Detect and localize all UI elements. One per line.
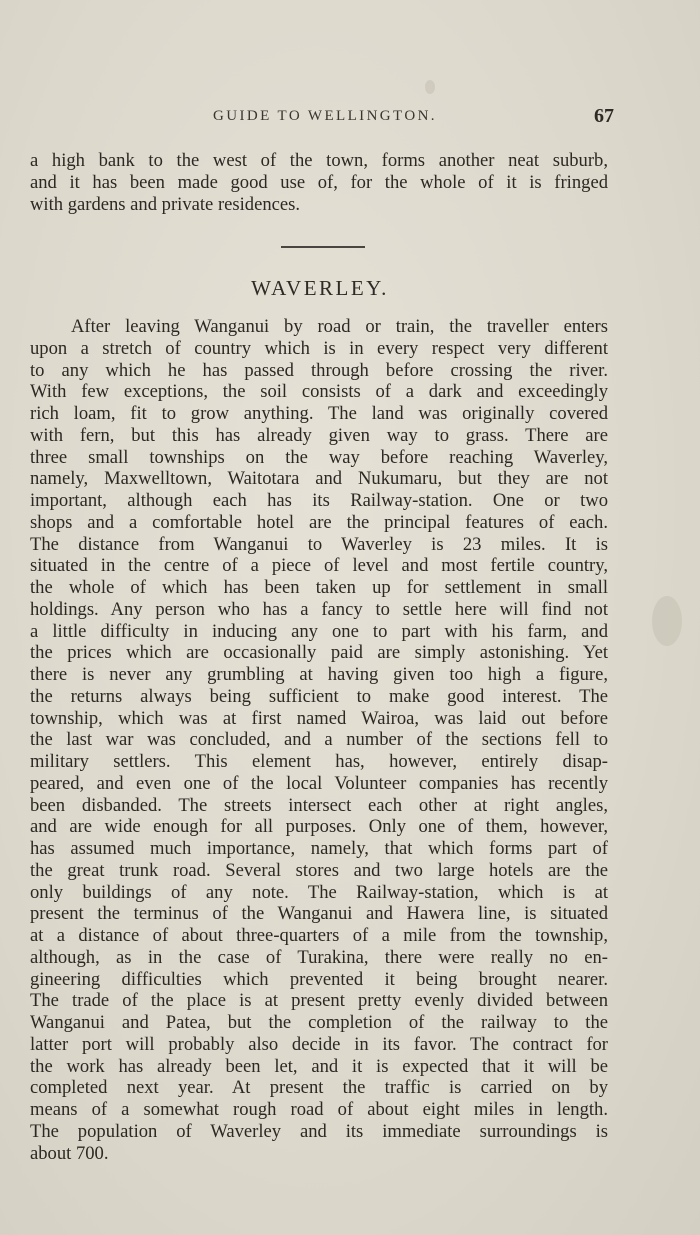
text-line: the whole of which has been taken up for settlement in small [30,577,608,598]
text-line: rich loam, fit to grow anything. The land was originally covered [30,403,608,424]
text-line: completed next year. At present the traffic is carried on by [30,1077,608,1099]
paper-stain [652,596,682,646]
text-line: present the terminus of the Wanganui and Hawera line, is situated [30,903,608,925]
text-line: although, as in the case of Turakina, there were really no en- [30,946,608,968]
text-line: upon a stretch of country which is in every respect very different [30,337,608,359]
text-line: the last war was concluded, and a number of the sections fell to [30,729,608,751]
text-line: holdings. Any person who has a fancy to settle here will find not [30,598,608,620]
text-line: there is never any grumbling at having given too high a figure, [30,664,608,685]
text-line: The trade of the place is at present pretty evenly divided between [30,990,608,1012]
text-line: namely, Maxwelltown, Waitotara and Nukumaru, but they are not [30,468,608,490]
text-line: about 700. [30,1142,109,1164]
text-line: the returns always being sufficient to make good interest. The [30,685,608,707]
text-line: and are wide enough for all purposes. Only one of them, however, [30,816,608,838]
text-line: the prices which are occasionally paid are simply astonishing. Yet [30,642,608,664]
text-line: three small townships on the way before reaching Waverley, [30,446,608,468]
text-line: situated in the centre of a piece of level and most fertile country, [30,555,608,577]
page-number: 67 [594,105,614,127]
text-line: military settlers. This element has, however, entirely disap- [30,751,608,772]
text-line: With few exceptions, the soil consists of a dark and exceedingly [30,381,608,403]
text-line: with gardens and private residences. [30,193,301,215]
text-line: means of a somewhat rough road of about eight miles in length. [30,1099,608,1120]
text-line: been disbanded. The streets intersect each other at right angles, [30,794,608,816]
running-head: GUIDE TO WELLINGTON. [213,108,437,124]
paragraph-suburb [30,150,608,215]
text-line: and it has been made good use of, for the whole of it is fringed [30,171,608,193]
text-line: a high bank to the west of the town, forms another neat suburb, [30,150,608,171]
text-line: important, although each has its Railway-station. One or two [30,490,608,511]
section-title: WAVERLEY. [251,276,389,300]
text-line: peared, and even one of the local Volunteer companies has recently [30,772,608,794]
text-line: township, which was at first named Wairoa, was laid out before [30,707,608,729]
text-line: the work has already been let, and it is expected that it will be [30,1055,608,1077]
text-line: only buildings of any note. The Railway-station, which is at [30,881,608,903]
paper-stain [425,80,435,94]
text-line: shops and a comfortable hotel are the principal features of each. [30,511,608,533]
section-divider [281,246,365,248]
paragraph-waverley [30,316,608,1164]
text-line: The population of Waverley and its immediate surroundings is [30,1120,608,1142]
text-line: a little difficulty in inducing any one to part with his farm, and [30,620,608,642]
text-line: Wanganui and Patea, but the completion of the railway to the [30,1012,608,1033]
text-line: The distance from Wanganui to Waverley is 23 miles. It is [30,533,608,555]
text-line: the great trunk road. Several stores and two large hotels are the [30,859,608,881]
text-line: at a distance of about three-quarters of a mile from the township, [30,925,608,946]
text-line: to any which he has passed through before crossing the river. [30,359,608,381]
text-line: with fern, but this has already given way to grass. There are [30,424,608,446]
text-line: gineering difficulties which prevented it being brought nearer. [30,968,608,990]
text-line: After leaving Wanganui by road or train, the traveller enters [71,316,608,337]
text-line: has assumed much importance, namely, that which forms part of [30,838,608,859]
text-line: latter port will probably also decide in its favor. The contract for [30,1033,608,1055]
page-header [0,105,700,132]
